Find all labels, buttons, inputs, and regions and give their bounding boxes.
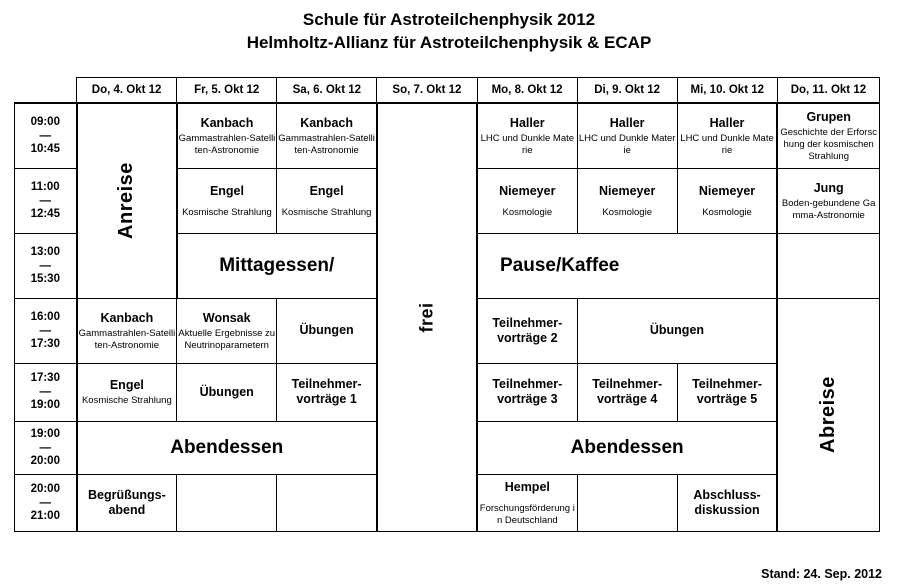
cell-mittagessen[interactable] [177,233,377,298]
table-header-row [15,78,880,104]
abendessen-label: Abendessen [570,436,684,458]
session-speaker: Engel [109,378,144,392]
column-header-di9: Di, 9. Okt 12 [577,78,677,104]
cell-mo8-2000[interactable] [477,474,577,531]
session-speaker: Wonsak [202,310,251,325]
session-topic: LHC und Dunkle Materie [680,132,774,156]
time-from: 16:00 [30,310,60,323]
session-topic: Gammastrahlen-Satelliten-Astronomie [278,132,375,156]
cell-do11-0900[interactable] [777,103,879,168]
cell-do4-1730[interactable] [77,363,177,421]
begruessungsabend-label: Begrüßungs-abend [87,487,166,517]
session-speaker: Hempel [504,479,550,494]
cell-fr5-1600[interactable] [177,298,277,363]
uebungen-label: Übungen [649,323,705,337]
schedule-table-wrapper [14,77,880,532]
session-topic: Kosmologie [602,206,652,218]
session-topic: Boden-gebundene Gamma-Astronomie [781,197,876,221]
column-header-do11: Do, 11. Okt 12 [777,78,879,104]
session-speaker: Haller [609,115,645,130]
cell-mo8-1100[interactable] [477,168,577,233]
session-speaker: Jung [813,180,844,195]
cell-fr5-1730[interactable] [177,363,277,421]
column-header-so7: So, 7. Okt 12 [377,78,477,104]
page-title: Schule für Astroteilchenphysik 2012 [302,10,596,29]
mittagessen-label: Mittagessen/ [219,254,335,276]
time-dash: — [39,324,52,337]
time-cell-1730 [15,363,77,421]
session-speaker: Haller [709,115,745,130]
abendessen-label: Abendessen [170,436,284,458]
cell-do11-1300[interactable] [777,233,879,298]
column-header-mi10: Mi, 10. Okt 12 [677,78,777,104]
session-speaker: Kanbach [100,310,154,325]
session-topic: Aktuelle Ergebnisse zu Neutrinoparametern [178,327,276,351]
vertical-text-abreise: Abreise [817,376,840,453]
cell-mi10-1730[interactable] [677,363,777,421]
time-to: 12:45 [30,207,60,220]
session-speaker: Niemeyer [599,183,656,198]
time-dash: — [39,386,52,398]
cell-sa6-2000[interactable] [277,474,377,531]
cell-di9-0900[interactable] [577,103,677,168]
time-to: 15:30 [30,272,60,285]
cell-do11-1100[interactable] [777,168,879,233]
time-dash: — [39,496,52,509]
session-topic: Kosmische Strahlung [81,395,172,406]
time-to: 17:30 [30,337,60,350]
vertical-text-frei: frei [416,302,437,333]
time-dash: — [39,259,52,272]
cell-do4-1600[interactable] [77,298,177,363]
cell-fr5-2000[interactable] [177,474,277,531]
session-topic: Kosmologie [502,206,553,218]
title-block [0,0,898,54]
column-header-mo8: Mo, 8. Okt 12 [477,78,577,104]
session-topic: LHC und Dunkle Materie [578,132,676,156]
cell-mi10-0900[interactable] [677,103,777,168]
cell-uebungen-di-mi[interactable] [577,298,777,363]
time-from: 19:00 [30,427,60,440]
session-speaker: Engel [309,183,344,198]
schedule-table [14,77,880,532]
time-from: 20:00 [30,482,60,495]
cell-sa6-1730[interactable] [277,363,377,421]
cell-sa6-1100[interactable] [277,168,377,233]
time-cell-1300 [15,233,77,298]
teilnehmervortraege-5-label: Teilnehmer-vorträge 5 [692,377,762,406]
vertical-text-anreise: Anreise [115,162,138,240]
time-dash: — [39,194,52,207]
time-cell-0900 [15,103,77,168]
cell-mo8-1730[interactable] [477,363,577,421]
cell-abreise[interactable] [777,298,879,531]
cell-di9-1730[interactable] [577,363,677,421]
page-subtitle: Helmholtz-Allianz für Astroteilchenphysik & ECAP [246,33,652,52]
table-row-0900 [15,103,880,168]
uebungen-label: Übungen [299,323,354,337]
pause-kaffee-label: Pause/Kaffee [500,254,620,276]
session-topic: Kosmische Strahlung [281,206,372,218]
session-topic: Gammastrahlen-Satelliten-Astronomie [178,132,276,156]
time-from: 17:30 [30,372,60,384]
cell-abendessen-left[interactable] [77,421,377,474]
time-dash: — [39,441,52,454]
cell-mo8-1600[interactable] [477,298,577,363]
session-speaker: Kanbach [200,115,254,130]
column-header-sa6: Sa, 6. Okt 12 [277,78,377,104]
cell-pause-kaffee[interactable] [477,233,777,298]
uebungen-label: Übungen [199,384,254,399]
cell-abendessen-right[interactable] [477,421,777,474]
session-speaker: Kanbach [300,115,353,130]
time-from: 09:00 [30,115,60,128]
header-corner [15,78,77,104]
cell-di9-2000[interactable] [577,474,677,531]
cell-mo8-0900[interactable] [477,103,577,168]
session-speaker: Haller [509,115,545,130]
cell-anreise[interactable] [77,103,177,298]
cell-mi10-1100[interactable] [677,168,777,233]
cell-fr5-0900[interactable] [177,103,277,168]
time-dash: — [39,129,52,142]
abschlussdiskussion-label: Abschluss-diskussion [693,487,761,517]
session-speaker: Grupen [806,109,851,124]
time-cell-1100 [15,168,77,233]
cell-di9-1100[interactable] [577,168,677,233]
cell-frei[interactable] [377,103,477,531]
session-topic: Geschichte der Erforschung der kosmischen Strahlung [780,126,877,162]
column-header-fr5: Fr, 5. Okt 12 [177,78,277,104]
time-to: 10:45 [30,142,60,155]
column-header-do4: Do, 4. Okt 12 [77,78,177,104]
session-topic: Kosmische Strahlung [182,206,272,218]
time-from: 13:00 [30,245,60,258]
time-cell-1900 [15,421,77,474]
time-from: 11:00 [30,180,60,193]
session-topic: LHC und Dunkle Materie [480,132,575,156]
stand-footer: Stand: 24. Sep. 2012 [761,567,882,581]
teilnehmervortraege-2-label: Teilnehmer-vorträge 2 [492,315,563,345]
time-cell-1600 [15,298,77,363]
teilnehmervortraege-1-label: Teilnehmer-vorträge 1 [291,377,362,406]
cell-sa6-0900[interactable] [277,103,377,168]
time-to: 19:00 [30,399,60,411]
time-to: 20:00 [30,454,60,467]
session-speaker: Niemeyer [698,183,756,198]
cell-mi10-2000[interactable] [677,474,777,531]
session-topic: Kosmologie [702,206,752,218]
cell-do4-2000[interactable] [77,474,177,531]
teilnehmervortraege-4-label: Teilnehmer-vorträge 4 [592,377,663,406]
session-topic: Forschungsförderung in Deutschland [479,502,575,526]
cell-fr5-1100[interactable] [177,168,277,233]
session-speaker: Niemeyer [499,183,556,198]
cell-sa6-1600[interactable] [277,298,377,363]
teilnehmervortraege-3-label: Teilnehmer-vorträge 3 [492,377,563,406]
session-topic: Gammastrahlen-Satelliten-Astronomie [78,327,176,351]
time-to: 21:00 [30,509,60,522]
time-cell-2000 [15,474,77,531]
session-speaker: Engel [209,183,244,198]
